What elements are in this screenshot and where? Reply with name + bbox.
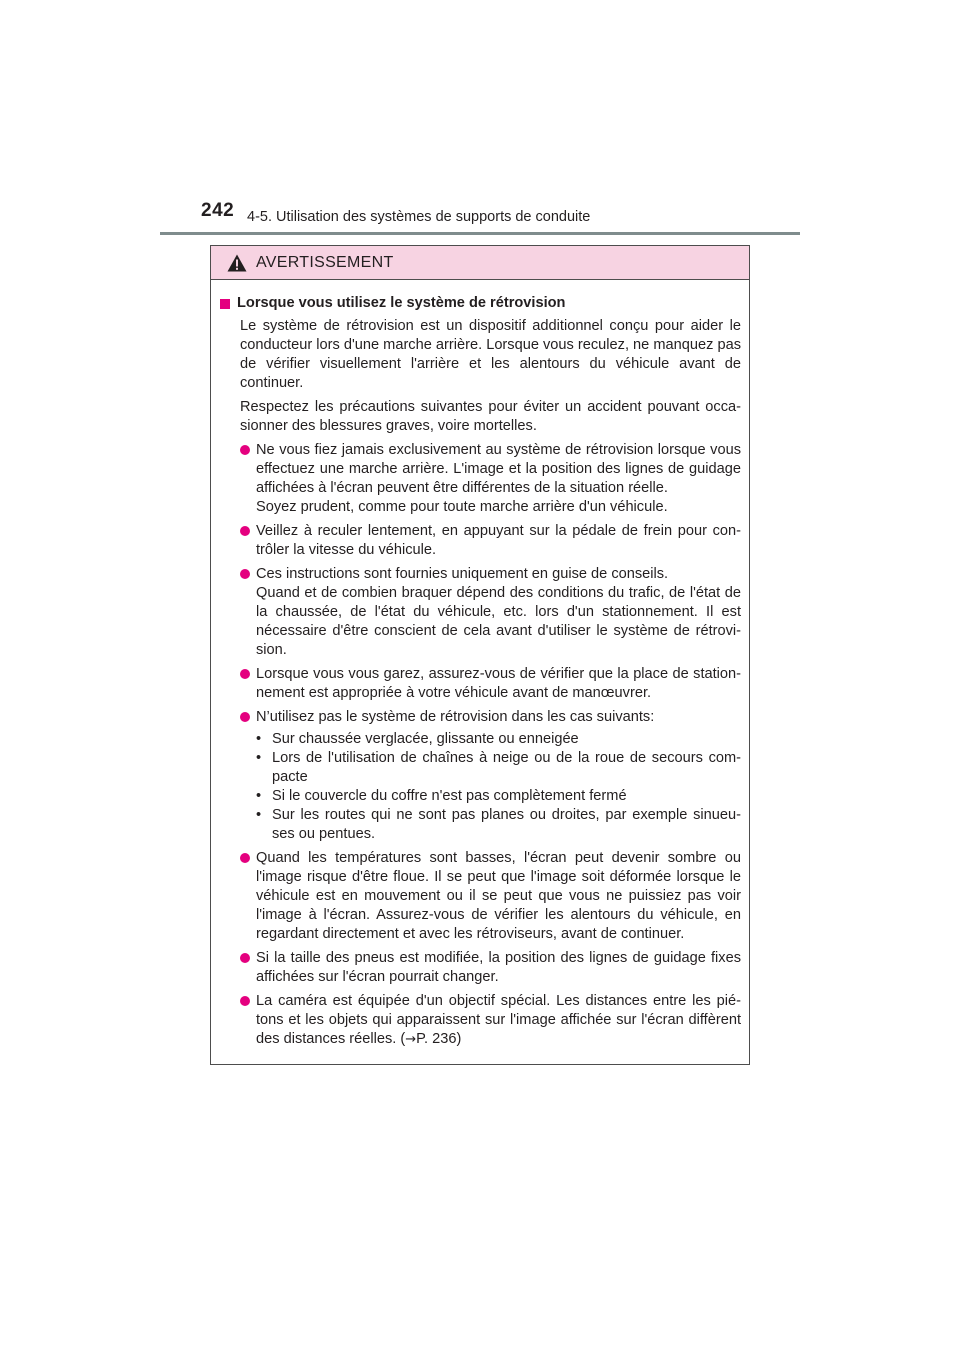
bullet-item [240,708,741,844]
bullet-item [240,849,741,944]
sub-bullet-marker: • [256,750,262,766]
section-title: 4-5. Utilisation des systèmes de supports de conduite [247,209,591,225]
bullet-text: Ne vous fiez jamais exclusivement au système de rétrovision lorsque vous effectuez une marche arrière. L'image et la position des lignes de guidage affichées à l'écran peuvent être différentes de la situation réelle. [256,442,741,496]
bullet-text: Quand et de combien braquer dépend des conditions du trafic, de l'état de la chaussée, de l'état du véhicule, etc. lors d'un stationnement. Il est nécessaire d'être conscient de cela avant d'utiliser le système de rétrovi-sion. [256,585,741,658]
bullet-text: Quand les températures sont basses, l'écran peut devenir sombre ou l'image risque d'être floue. Il se peut que l'image soit déformée lorsque le véhicule est en mouvement ou il se peut que vous ne puissiez pas voir l'image à l'écran. Assurez-vous de vérifier les alentours du véhicule, en regardant directement et avec les rétroviseurs, avant de continuer. [256,850,741,942]
round-bullet-icon [240,569,250,579]
warning-body [211,280,749,1049]
warning-content [220,317,741,1049]
round-bullet-icon [240,853,250,863]
bullet-list [240,441,741,987]
header-rule [160,232,800,235]
intro-paragraph: Respectez les précautions suivantes pour éviter un accident pouvant occa-sionner des blessures graves, voire mortelles. [240,399,741,434]
page-reference-link[interactable]: P. 236 [416,1031,457,1047]
sub-list-text: Sur chaussée verglacée, glissante ou enneigée [272,731,579,747]
intro-paragraph: Le système de rétrovision est un dispositif additionnel conçu pour aider le conducteur lors d'une marche arrière. Lorsque vous reculez, ne manquez pas de vérifier visuellement l'arrière et les alentours du véhicule avant de continuer. [240,318,741,391]
page-number: 242 [201,200,235,221]
sub-list-text: Sur les routes qui ne sont pas planes ou droites, par exemple sinueu-ses ou pentues. [272,807,741,842]
sub-list-item [256,806,741,844]
sub-list-item [256,730,741,749]
bullet-text: La caméra est équipée d'un objectif spécial. Les distances entre les pié-tons et les objets qui apparaissent sur l'image affichée sur l'écran diffèrent des distances réelles. ( [256,993,741,1047]
bullet-text: Si la taille des pneus est modifiée, la position des lignes de guidage fixes affichées sur l'écran pourrait changer. [256,950,741,985]
round-bullet-icon [240,526,250,536]
round-bullet-icon [240,445,250,455]
bullet-text: Soyez prudent, comme pour toute marche arrière d'un véhicule. [256,499,668,515]
bullet-item [240,565,741,660]
sub-list-item [256,749,741,787]
warning-box [210,245,750,1065]
closing-paren: ) [456,1031,462,1047]
warning-title: AVERTISSEMENT [256,253,394,271]
bullet-item [240,522,741,560]
round-bullet-icon [240,712,250,722]
bullet-item [240,992,741,1049]
round-bullet-icon [240,996,250,1006]
round-bullet-icon [240,953,250,963]
sub-list-item [256,787,741,806]
section-heading-text: Lorsque vous utilisez le système de rétrovision [237,295,566,311]
arrow-right-icon: → [405,1032,417,1047]
section-heading [220,294,741,313]
sub-bullet-marker: • [256,731,262,747]
warning-triangle-icon [227,254,247,272]
sub-list [256,730,741,844]
sub-list-text: Si le couvercle du coffre n'est pas complètement fermé [272,788,627,804]
bullet-text: Lorsque vous vous garez, assurez-vous de vérifier que la place de station-nement est appropriée à votre véhicule avant de manœuvrer. [256,666,741,701]
bullet-item [240,665,741,703]
sub-bullet-marker: • [256,788,262,804]
bullet-text: Ces instructions sont fournies uniquement en guise de conseils. [256,566,669,582]
sub-bullet-marker: • [256,807,262,823]
warning-header [211,246,749,280]
bullet-item [240,949,741,987]
square-bullet-icon [220,299,230,309]
bullet-item [240,441,741,517]
bullet-text: Veillez à reculer lentement, en appuyant sur la pédale de frein pour con-trôler la vitesse du véhicule. [256,523,741,558]
bullet-text: N’utilisez pas le système de rétrovision dans les cas suivants: [256,709,655,725]
sub-list-text: Lors de l'utilisation de chaînes à neige ou de la roue de secours com-pacte [272,750,741,785]
round-bullet-icon [240,669,250,679]
